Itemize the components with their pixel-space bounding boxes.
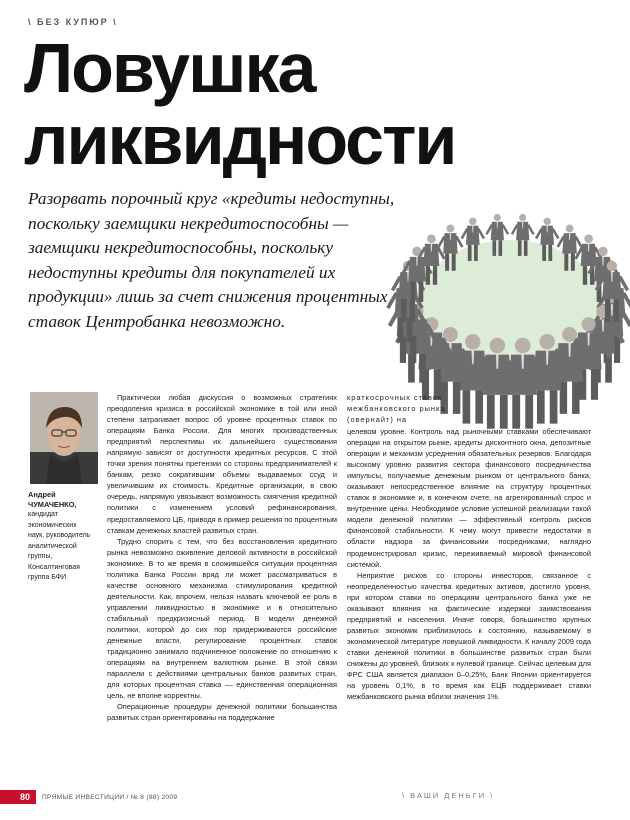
paragraph: Практически любая дискуссия о возможных стратегиях преодоления кризиса в российской экономике в той или иной степени затрагивает вопрос об уровне процентных ставок по операциям Банка России. Для многих производственных предприятий перспективы их дальнейшего существования напрямую зависят от доступности кредитных ресурсов. С этой точки зрения понятны претензии со стороны предпринимателей к банкам, резко сократившим объемы выдаваемых ссуд и увеличившим их стоимость. Кредитные организации, в свою очередь, напрямую увязывают возможность смягчения кредитной политики с изменением условий рефинансирования, предоставляемого ЦБ, приводя в пример решения по процентным ставкам денежных властей развитых стран. (107, 393, 337, 535)
paragraph: Неприятие рисков со стороны инвесторов, связанное с неопределенностью качества кредитных активов, достигло уровня, при котором ставки по операциям центрального банка уже не оказывают влияния на фактические издержки заимствования предприятий и населения. Иначе говоря, большинство крупных развитых экономик приблизилось к состоянию, называемому в экономической литературе ловушкой ликвидности. К началу 2009 года ставки денежной политики в большинстве развитых стран были снижены до уровней, близких к нулевой границе. Сейчас целевым для ФРС США является диапазон 0–0,25%, Банк Японии ориентируется на уровень 0,1%, в то время как ЕЦБ поддерживает ставки межбанковского рынка вблизи значения 1%. (347, 570, 591, 702)
author-title-4: аналитической (28, 542, 77, 550)
headline-line-2: ликвидности (24, 101, 456, 179)
headline (24, 29, 624, 179)
author-portrait-photo (30, 392, 98, 484)
paragraph: Трудно спорить с тем, что без восстановления кредитного рынка невозможно оживление деловой активности в российской экономике. В то же время в сложившейся ситуации процентная политика Банка России вряд ли может рассматриваться в качестве основного механизма стимулирования кредитной деятельности. Как, впрочем, нельзя назвать ключевой ее роль в управлении ликвидностью в экономике и в относительно стабильный предкризисный период. В модели денежной политики, которой до сих пор придерживаются российские денежные власти, регулирование процентных ставок традиционно занимало подчиненное положение по отношению к операциям на внутреннем валютном рынке. В этой связи параллели с действиями центральных банков развитых стран, для которых процентная ставка — единственная операционная цель, не вполне корректны. (107, 536, 337, 701)
journal-issue: ПРЯМЫЕ ИНВЕСТИЦИИ / № 8 (88) 2009 (42, 793, 178, 801)
paragraph: краткосрочных ставок межбанковского рынка (овернайт) на (347, 393, 446, 425)
article-column-2 (347, 426, 591, 702)
footer-left (0, 790, 177, 804)
author-title-2: экономических (28, 521, 77, 529)
paragraph: Операционные процедуры денежной политики большинства развитых стран ориентированы на поддержание (107, 702, 337, 723)
paragraph: целевом уровне. Контроль над рыночными ставками обеспечивают операции на открытом рынке, кредиты дисконтного окна, депозитные операции и механизм усреднения обязательных резервов. Благодаря высокому уровню развития сектора финансового посредничества импульсы, получаемые денежным рынком от центрального банка, оказывают непосредственное влияние на структуру процентных ставок в экономике и, в конечном счете, на агрегированный спрос и внутренние цены. Необходимое условие успешной реализации такой модели денежной политики — эффективный контроль рисков финансовой стабильности. К чему могут привести недостатки в области надзора за финансовыми посредниками, наглядно продемонстрировал кризис, переживаемый мировой финансовой системой. (347, 427, 591, 569)
lede-paragraph: Разорвать порочный круг «кредиты недоступны, поскольку заемщики некредитоспособны — заемщики некредитоспособны, поскольку недоступны кредиты для покупателей их продукции» лишь за счет снижения процентных ставок Центробанка невозможно. (28, 189, 395, 331)
author-title-5: группы, (28, 553, 53, 560)
page-number: 80 (0, 790, 36, 804)
headline-line-1: Ловушка (24, 29, 315, 107)
author-title-3: наук, руководитель (28, 532, 91, 539)
author-title-6: Консалтинговая (28, 563, 80, 571)
footer-section-name: \ ВАШИ ДЕНЬГИ \ (402, 791, 495, 800)
author-bio (28, 490, 100, 584)
section-rubric: \ БЕЗ КУПЮР \ (28, 17, 118, 27)
article-column-2-top (347, 392, 477, 425)
article-column-1 (107, 392, 337, 723)
author-name: Андрей ЧУМАЧЕНКО, (28, 490, 77, 509)
author-title-7: группа БФИ (28, 574, 67, 581)
author-title-1: кандидат (28, 511, 58, 518)
